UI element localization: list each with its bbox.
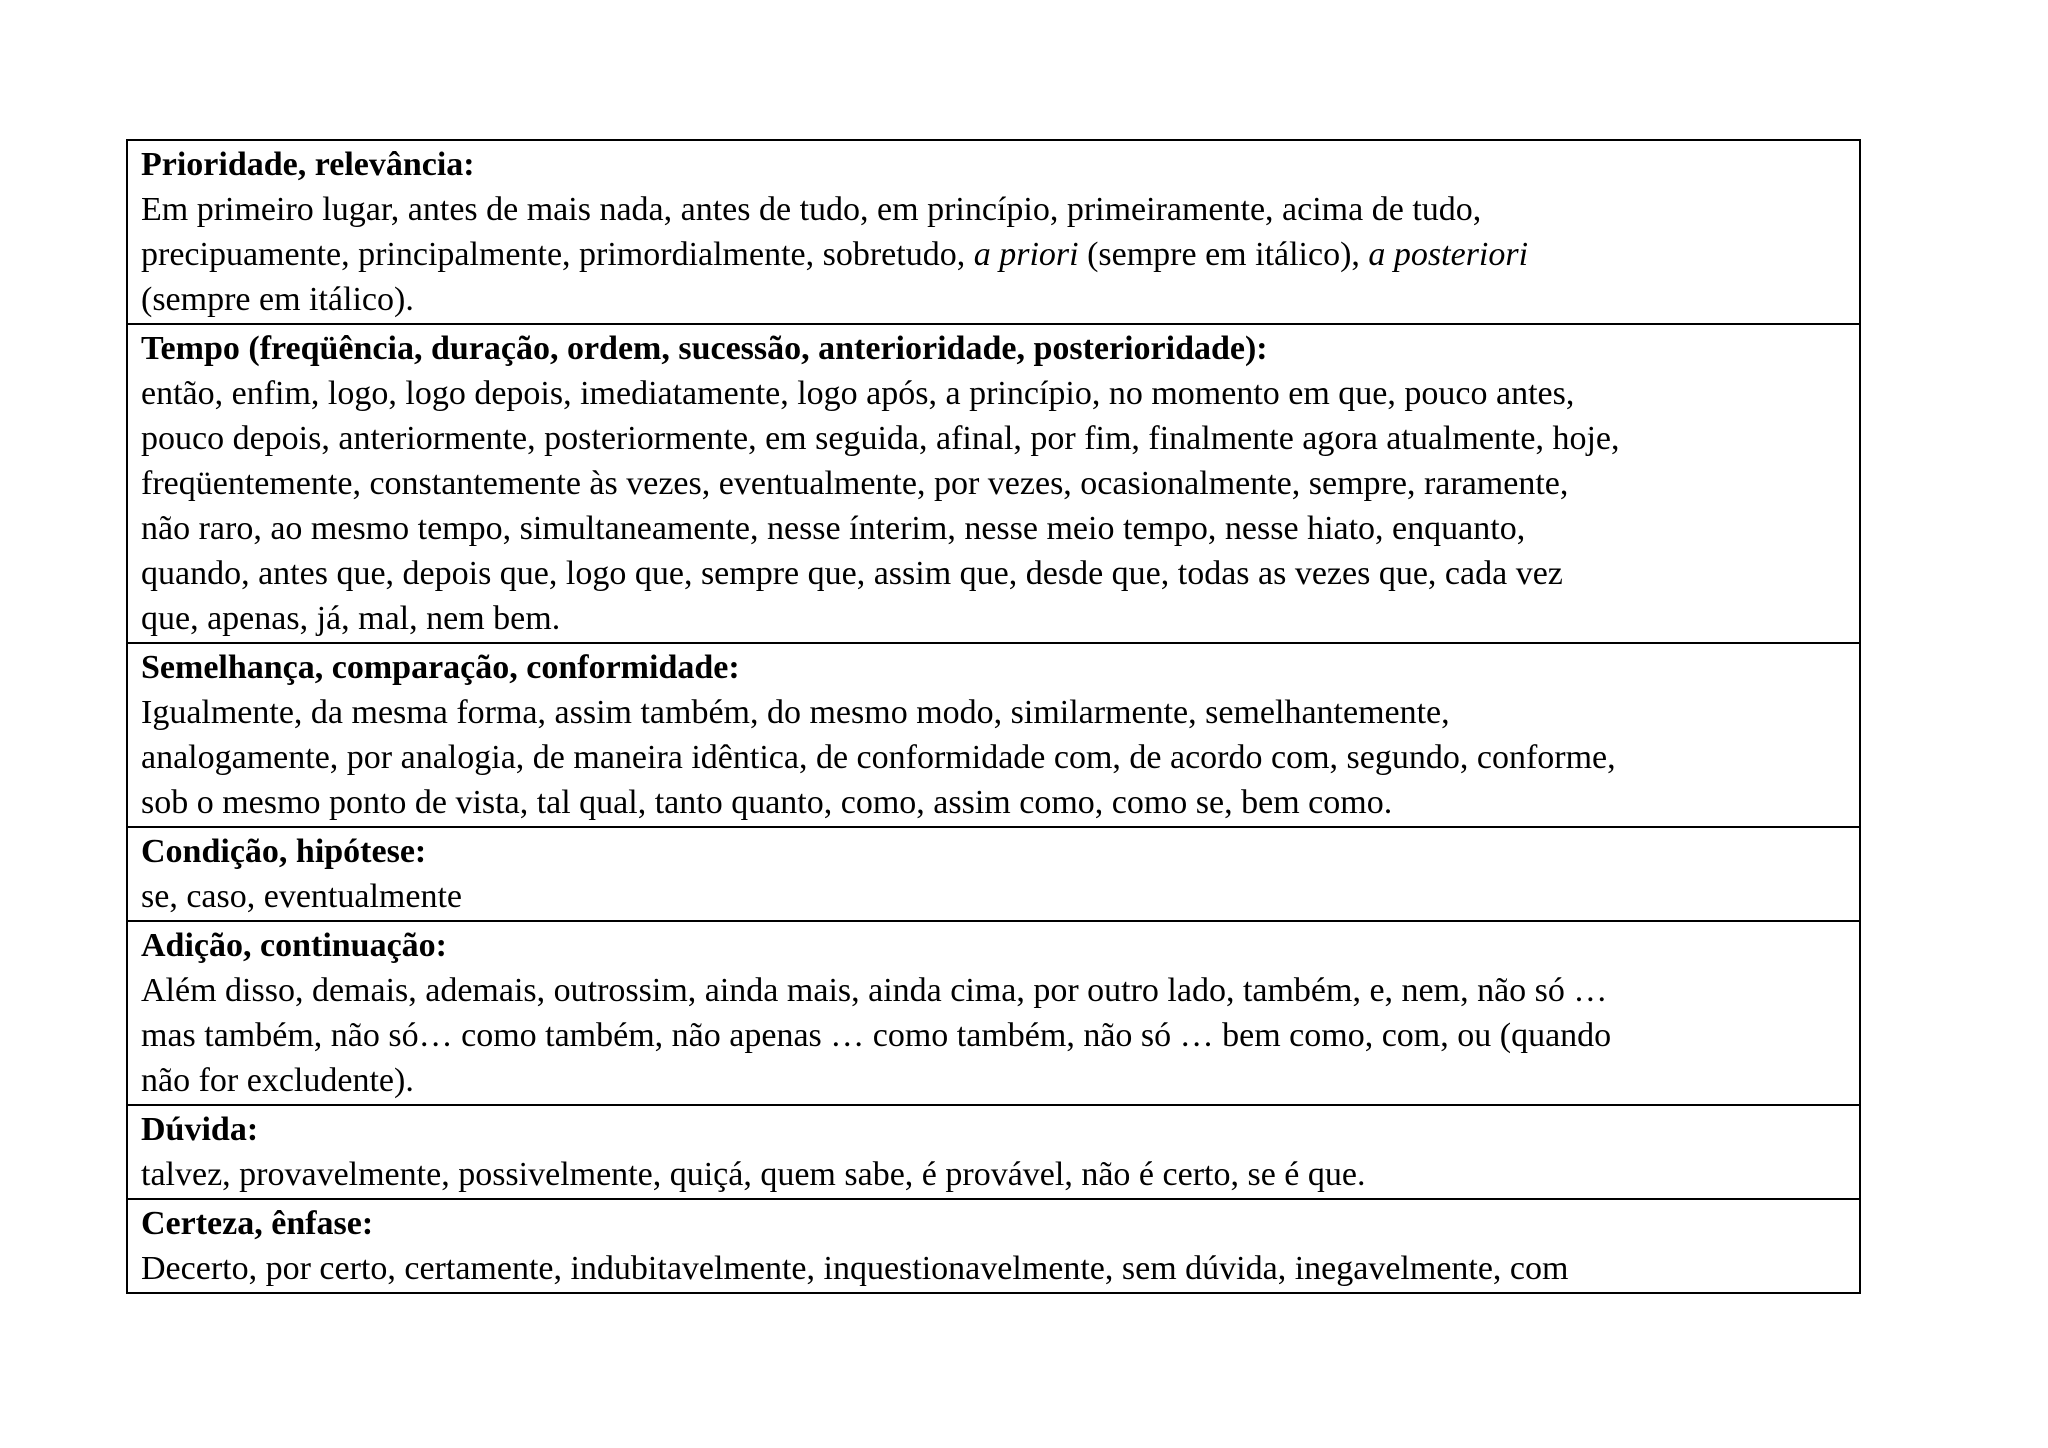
category-text-line: talvez, provavelmente, possivelmente, quiçá, quem sabe, é provável, não é certo, se é que. bbox=[141, 1156, 1366, 1193]
table-row-certeza bbox=[127, 1199, 1860, 1293]
table-row-tempo bbox=[127, 324, 1860, 643]
category-text-line: não for excludente). bbox=[141, 1062, 414, 1099]
category-text-line: (sempre em itálico). bbox=[141, 281, 414, 318]
category-title: Condição, hipótese: bbox=[141, 833, 427, 870]
category-title: Dúvida: bbox=[141, 1111, 259, 1148]
category-cell bbox=[127, 324, 1860, 643]
text-segment: (sempre em itálico), bbox=[1078, 236, 1369, 273]
category-text-line: analogamente, por analogia, de maneira idêntica, de conformidade com, de acordo com, segundo, conforme, bbox=[141, 739, 1616, 776]
table-row-condicao bbox=[127, 827, 1860, 921]
category-text-line: Em primeiro lugar, antes de mais nada, antes de tudo, em princípio, primeiramente, acima de tudo, bbox=[141, 191, 1482, 228]
table-row-prioridade bbox=[127, 140, 1860, 324]
category-text-line: Além disso, demais, ademais, outrossim, ainda mais, ainda cima, por outro lado, também, e, nem, não só … bbox=[141, 972, 1608, 1009]
category-text-line: freqüentemente, constantemente às vezes, eventualmente, por vezes, ocasionalmente, sempre, raramente, bbox=[141, 465, 1569, 502]
category-text-line bbox=[141, 232, 1847, 277]
category-text-line: não raro, ao mesmo tempo, simultaneamente, nesse ínterim, nesse meio tempo, nesse hiato, enquanto, bbox=[141, 510, 1526, 547]
category-cell bbox=[127, 1199, 1860, 1293]
category-text-line: sob o mesmo ponto de vista, tal qual, tanto quanto, como, assim como, como se, bem como. bbox=[141, 784, 1393, 821]
table-row-semelhanca bbox=[127, 643, 1860, 827]
category-cell bbox=[127, 921, 1860, 1105]
category-text-line: mas também, não só… como também, não apenas … como também, não só … bem como, com, ou (quando bbox=[141, 1017, 1612, 1054]
category-cell bbox=[127, 1105, 1860, 1199]
italic-term: a priori bbox=[973, 236, 1079, 273]
category-cell bbox=[127, 827, 1860, 921]
category-text-line: Igualmente, da mesma forma, assim também, do mesmo modo, similarmente, semelhantemente, bbox=[141, 694, 1450, 731]
category-text-line: que, apenas, já, mal, nem bem. bbox=[141, 600, 561, 637]
table-row-duvida bbox=[127, 1105, 1860, 1199]
category-text-line: Decerto, por certo, certamente, indubitavelmente, inquestionavelmente, sem dúvida, inegavelmente, com bbox=[141, 1250, 1569, 1287]
category-title: Tempo (freqüência, duração, ordem, sucessão, anterioridade, posterioridade): bbox=[141, 330, 1268, 367]
category-text-line: quando, antes que, depois que, logo que, sempre que, assim que, desde que, todas as vezes que, cada vez bbox=[141, 555, 1563, 592]
category-cell bbox=[127, 140, 1860, 324]
category-text-line: então, enfim, logo, logo depois, imediatamente, logo após, a princípio, no momento em que, pouco antes, bbox=[141, 375, 1575, 412]
category-title: Prioridade, relevância: bbox=[141, 146, 475, 183]
table-row-adicao bbox=[127, 921, 1860, 1105]
category-cell bbox=[127, 643, 1860, 827]
text-segment: precipuamente, principalmente, primordialmente, sobretudo, bbox=[141, 236, 974, 273]
category-title: Certeza, ênfase: bbox=[141, 1205, 374, 1242]
category-text-line: pouco depois, anteriormente, posteriormente, em seguida, afinal, por fim, finalmente agora atualmente, hoje, bbox=[141, 420, 1620, 457]
category-title: Semelhança, comparação, conformidade: bbox=[141, 649, 740, 686]
connectives-table bbox=[126, 139, 1861, 1294]
category-title: Adição, continuação: bbox=[141, 927, 447, 964]
italic-term: a posteriori bbox=[1368, 236, 1529, 273]
category-text-line: se, caso, eventualmente bbox=[141, 878, 462, 915]
